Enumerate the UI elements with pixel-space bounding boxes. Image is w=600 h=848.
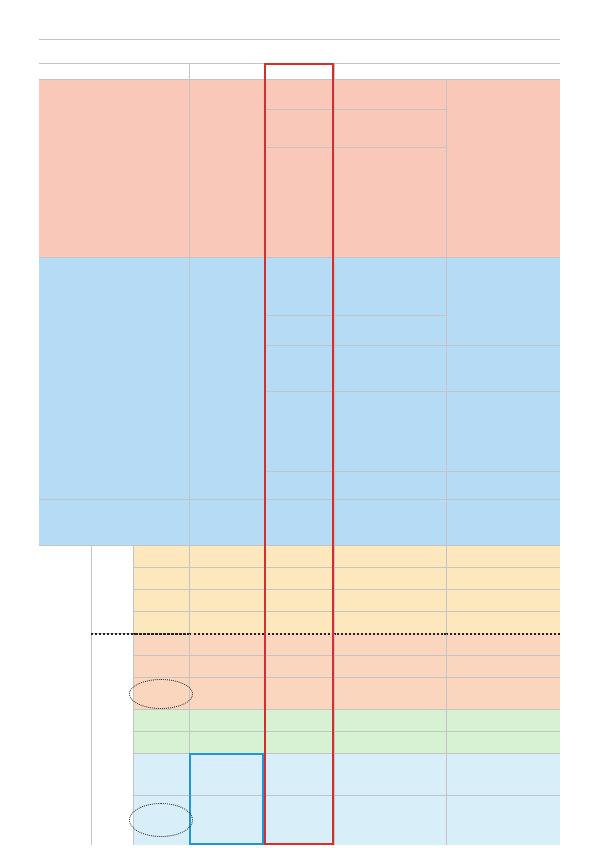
adverbial-row-4-example <box>334 611 446 633</box>
adverbial-row-2-example <box>334 567 446 589</box>
adverbial-row-3-example <box>334 589 446 611</box>
adverbial-row-11-example <box>334 795 446 845</box>
adverbial-row-3-observation <box>446 589 560 611</box>
column-header-1 <box>39 63 189 79</box>
sustantivas-nexo-1 <box>264 79 334 109</box>
adverbial-row-9-function <box>189 731 264 753</box>
adjetivas-observation-4 <box>446 471 560 499</box>
adverbial-row-2-function <box>189 567 264 589</box>
adverbial-row-6-nexo <box>264 655 334 677</box>
adjetivas-example-3 <box>334 345 446 391</box>
adjetivas-nexo-4 <box>264 391 334 471</box>
adverbial-row-1-nexo <box>264 545 334 567</box>
adverbial-row-9-nexo <box>264 731 334 753</box>
adjetivas-sustantivadas-observation <box>446 499 560 545</box>
adjetivas-sustantivadas-function <box>189 499 264 545</box>
sustantivas-nexo-3 <box>264 147 334 257</box>
adverbial-row-11-type <box>133 795 189 845</box>
adverbial-row-4-function <box>189 611 264 633</box>
adverbial-row-1-example <box>334 545 446 567</box>
adverbial-row-5-nexo <box>264 633 334 655</box>
impropias-group <box>91 633 133 845</box>
adjetivas-observation-3 <box>446 391 560 471</box>
adverbial-row-10-nexo <box>264 753 334 795</box>
document-table <box>39 39 560 845</box>
adverbial-row-8-observation <box>446 709 560 731</box>
column-header-4 <box>334 63 560 79</box>
adverbial-row-1-function <box>189 545 264 567</box>
adjetivas-nexo-1 <box>264 257 334 315</box>
adverbial-row-11-nexo <box>264 795 334 845</box>
adverbial-row-6-observation <box>446 655 560 677</box>
title-row <box>39 39 560 63</box>
adverbial-row-5-example <box>334 633 446 655</box>
adjetivas-example-2 <box>334 315 446 345</box>
adverbial-row-6-example <box>334 655 446 677</box>
adverbial-row-4-type <box>133 611 189 633</box>
adverbial-row-6-type <box>133 655 189 677</box>
adverbial-row-4-nexo <box>264 611 334 633</box>
sustantivas-type <box>39 79 189 257</box>
adverbial-row-8-example <box>334 709 446 731</box>
adverbial-row-10-observation <box>446 753 560 795</box>
adjetivas-sustantivadas-nexo <box>264 499 334 545</box>
adjetivas-observation-1 <box>446 257 560 345</box>
adjetivas-nexo-3 <box>264 345 334 391</box>
adjetivas-nexo-5 <box>264 471 334 499</box>
adverbial-row-8-nexo <box>264 709 334 731</box>
adverbial-row-4-observation <box>446 611 560 633</box>
column-header-3 <box>264 63 334 79</box>
adverbial-row-3-nexo <box>264 589 334 611</box>
adverbial-row-9-observation <box>446 731 560 753</box>
adverbial-row-11-observation <box>446 795 560 845</box>
adverbial-row-5-type <box>133 633 189 655</box>
propias-impropias-divider <box>91 633 189 635</box>
adjetivas-example-4 <box>334 391 446 471</box>
adverbial-row-8-function <box>189 709 264 731</box>
sustantivas-example-1 <box>334 79 446 109</box>
adverbial-row-10-example <box>334 753 446 795</box>
adverbial-row-2-nexo <box>264 567 334 589</box>
adverbial-row-11-function <box>189 795 264 845</box>
adjetivas-type <box>39 257 189 499</box>
adverbial-row-5-function <box>189 633 264 655</box>
adverbial-row-7-nexo <box>264 677 334 709</box>
adverbial-row-8-type <box>133 709 189 731</box>
adjetivas-sustantivadas-type <box>39 499 189 545</box>
sustantivas-example-3 <box>334 147 446 257</box>
adverbial-row-9-type <box>133 731 189 753</box>
sustantivas-functions <box>189 79 264 257</box>
sustantivas-nexo-2 <box>264 109 334 147</box>
adverbial-row-7-type <box>133 677 189 709</box>
adverbial-row-2-observation <box>446 567 560 589</box>
adverbial-row-5-observation <box>446 633 560 655</box>
adverbial-row-10-function <box>189 753 264 795</box>
adverbial-row-10-type <box>133 753 189 795</box>
adverbial-row-1-type <box>133 545 189 567</box>
column-header-2 <box>189 63 264 79</box>
adverbial-row-7-observation <box>446 677 560 709</box>
adverbial-row-3-function <box>189 589 264 611</box>
propias-group <box>91 545 133 633</box>
adverbial-row-3-type <box>133 589 189 611</box>
adjetivas-example-1 <box>334 257 446 315</box>
sustantivas-example-2 <box>334 109 446 147</box>
adjetivas-example-5 <box>334 471 446 499</box>
adverbial-row-2-type <box>133 567 189 589</box>
adverbial-row-7-function <box>189 677 264 709</box>
adverbial-row-1-observation <box>446 545 560 567</box>
sustantivas-observation <box>446 79 560 257</box>
adverbial-row-6-function <box>189 655 264 677</box>
adverbial-row-7-example <box>334 677 446 709</box>
adjetivas-nexo-2 <box>264 315 334 345</box>
adverbiales-type <box>39 545 91 845</box>
adjetivas-sustantivadas-example <box>334 499 446 545</box>
adjetivas-observation-2 <box>446 345 560 391</box>
adjetivas-functions <box>189 257 264 499</box>
adverbial-row-9-example <box>334 731 446 753</box>
